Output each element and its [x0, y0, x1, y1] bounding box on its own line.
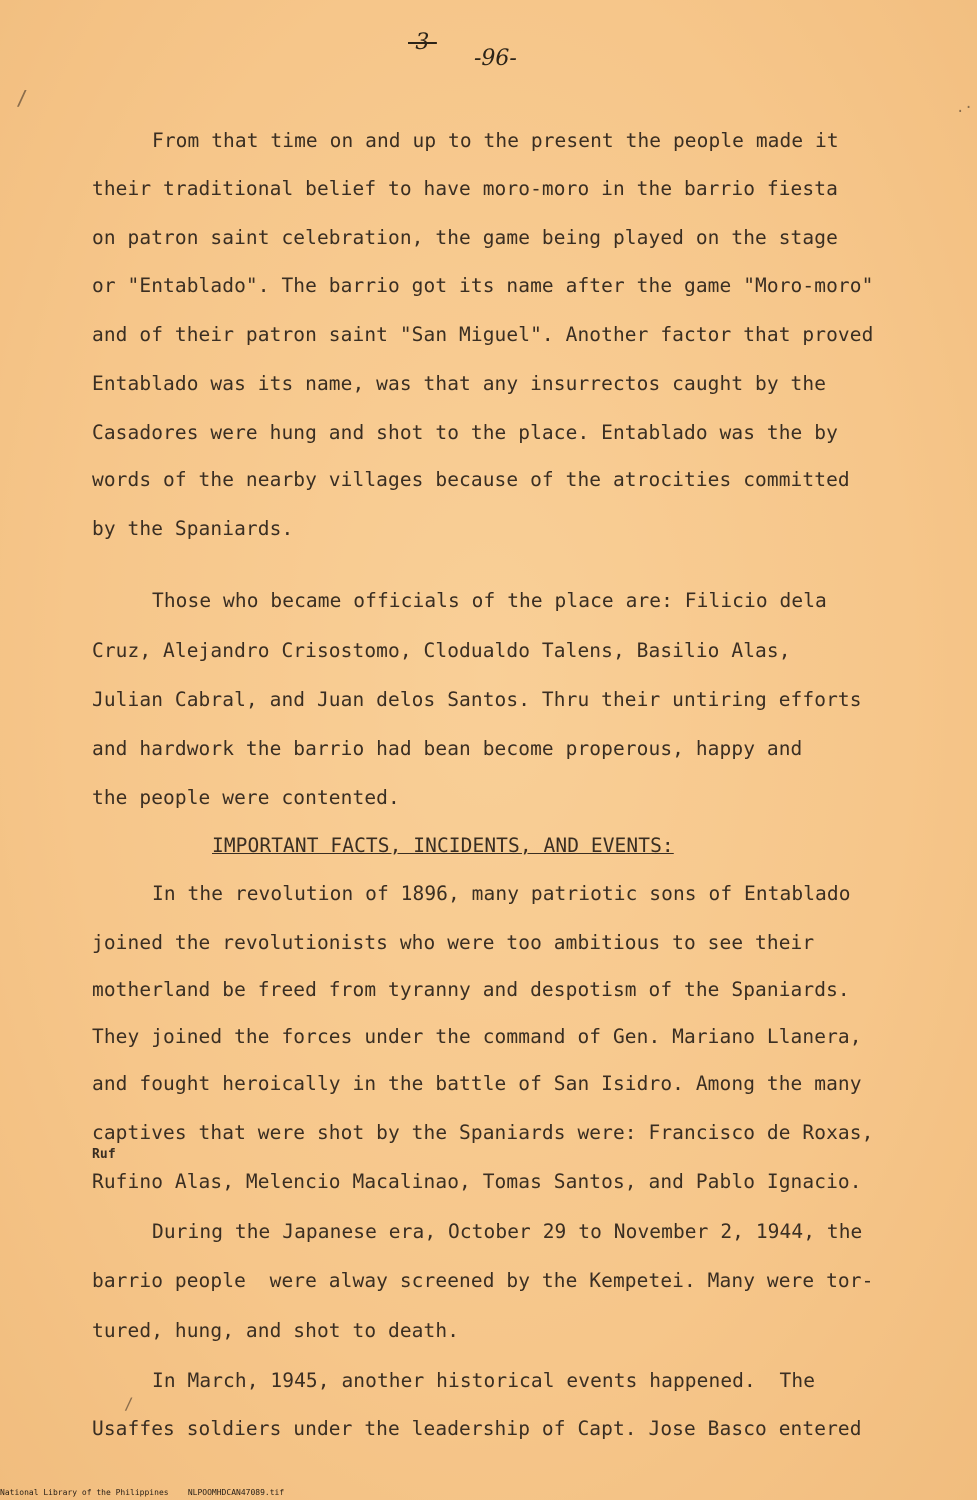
text-line: the people were contented.: [92, 786, 400, 809]
text-line: and hardwork the barrio had bean become properous, happy and: [92, 737, 803, 760]
archive-footer: National Library of the Philippines NLPOOMHDCAN47089.tif: [0, 1488, 285, 1497]
pencil-mark: /: [124, 1394, 134, 1413]
text-line: their traditional belief to have moro-moro in the barrio fiesta: [92, 177, 838, 200]
text-line: joined the revolutionists who were too ambitious to see their: [92, 931, 815, 954]
text-line: Rufino Alas, Melencio Macalinao, Tomas Santos, and Pablo Ignacio.: [92, 1170, 862, 1193]
text-line: on patron saint celebration, the game being played on the stage: [92, 226, 838, 249]
text-line: From that time on and up to the present the people made it: [152, 129, 839, 152]
text-line: Those who became officials of the place are: Filicio dela: [152, 589, 827, 612]
text-line: Entablado was its name, was that any insurrectos caught by the: [92, 372, 827, 395]
text-line: During the Japanese era, October 29 to November 2, 1944, the: [152, 1220, 863, 1243]
text-line: words of the nearby villages because of the atrocities committed: [92, 468, 850, 491]
text-line: or "Entablado". The barrio got its name after the game "Moro-moro": [92, 274, 874, 297]
text-line: by the Spaniards.: [92, 517, 294, 540]
text-line: tured, hung, and shot to death.: [92, 1319, 460, 1342]
text-line: Usaffes soldiers under the leadership of Capt. Jose Basco entered: [92, 1417, 862, 1440]
text-line: and of their patron saint "San Miguel". Another factor that proved: [92, 323, 874, 346]
text-line: captives that were shot by the Spaniards were: Francisco de Roxas,: [92, 1121, 874, 1144]
page-number: -96-: [474, 46, 517, 71]
text-line: They joined the forces under the command of Gen. Mariano Llanera,: [92, 1025, 862, 1048]
text-line: Julian Cabral, and Juan delos Santos. Thru their untiring efforts: [92, 688, 862, 711]
text-line: Cruz, Alejandro Crisostomo, Clodualdo Talens, Basilio Alas,: [92, 639, 791, 662]
section-heading: IMPORTANT FACTS, INCIDENTS, AND EVENTS:: [212, 834, 674, 857]
text-line: barrio people were alway screened by the Kempetei. Many were tor-: [92, 1269, 874, 1292]
text-line-strikeover: Ruf: [92, 1147, 116, 1162]
pencil-mark: /: [16, 86, 29, 110]
pencil-mark: .·: [956, 100, 973, 116]
text-line: and fought heroically in the battle of San Isidro. Among the many: [92, 1072, 862, 1095]
text-line: In March, 1945, another historical events happened. The: [152, 1369, 816, 1392]
page-number-crossed: -3-: [408, 30, 437, 55]
text-line: motherland be freed from tyranny and despotism of the Spaniards.: [92, 978, 850, 1001]
text-line: Casadores were hung and shot to the place. Entablado was the by: [92, 421, 838, 444]
text-line: In the revolution of 1896, many patriotic sons of Entablado: [152, 882, 851, 905]
